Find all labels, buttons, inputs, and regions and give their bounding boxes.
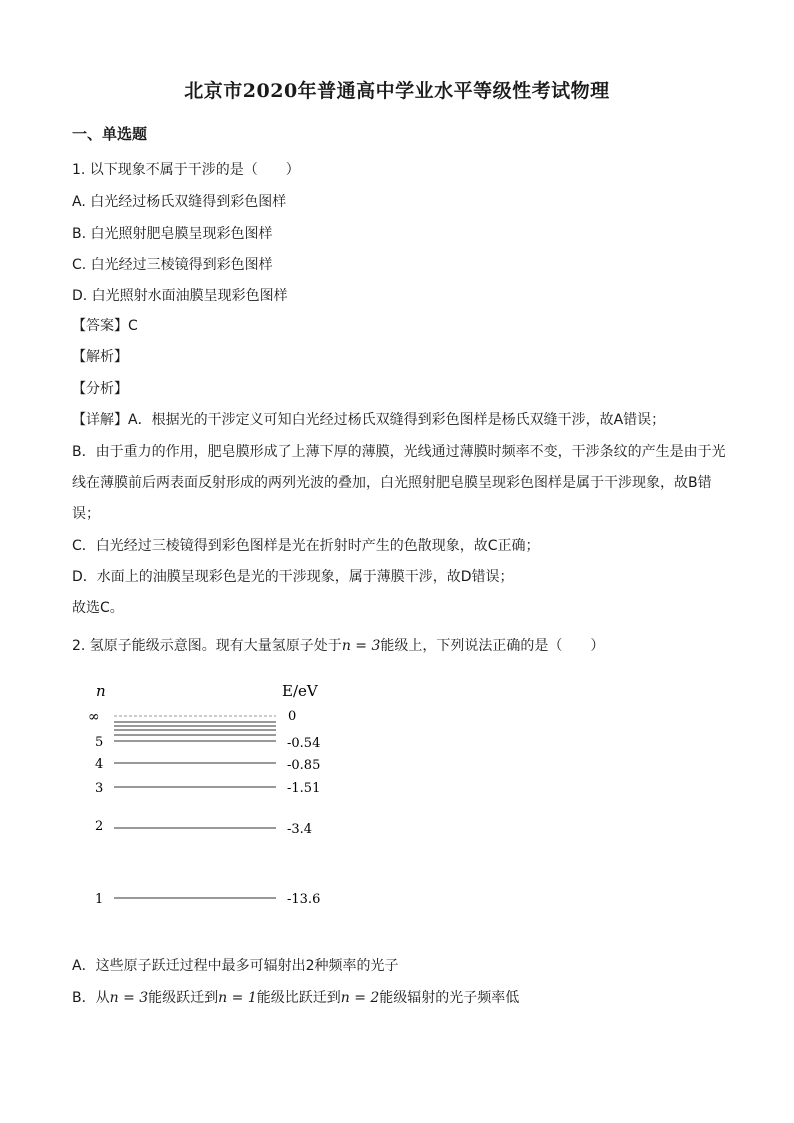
energy-level-diagram (80, 678, 340, 908)
n-axis-label: n (96, 682, 106, 700)
question-1-option-b: B. 白光照射肥皂膜呈现彩色图样 (72, 226, 273, 242)
level-n-label: 4 (95, 757, 104, 772)
question-1-stem: 1. 以下现象不属于干涉的是（ ） (72, 162, 300, 178)
fenxi-tag: 【分析】 (72, 381, 128, 397)
stem-text: 能级上，下列说法正确的是（ ） (380, 638, 605, 654)
level-n-label: 1 (95, 892, 104, 907)
detail-line: D．水面上的油膜呈现彩色是光的干涉现象，属于薄膜干涉，故D错误； (72, 569, 514, 585)
level-energy-label: -0.85 (287, 758, 321, 773)
level-energy-label: -1.51 (287, 781, 321, 796)
level-energy-label: -3.4 (287, 822, 313, 837)
option-text: B．从 (72, 990, 110, 1006)
energy-axis-label: E/eV (282, 682, 318, 700)
detail-line: C．白光经过三棱镜得到彩色图样是光在折射时产生的色散现象，故C正确； (72, 538, 540, 554)
question-1-option-a: A. 白光经过杨氏双缝得到彩色图样 (72, 194, 287, 210)
level-energy-label: 0 (288, 709, 297, 724)
math-expression: n = 3 (341, 638, 381, 654)
option-text: 能级跃迁到 (148, 990, 219, 1006)
answer-tag: 【答案】C (72, 318, 138, 334)
math-expression: n = 1 (218, 990, 257, 1006)
option-text: 能级比跃迁到 (256, 990, 341, 1006)
question-2-option-a: A．这些原子跃迁过程中最多可辐射出2种频率的光子 (72, 958, 399, 974)
level-n-label: 2 (95, 819, 104, 834)
question-2-option-b (72, 988, 732, 1008)
detail-line: 【详解】A．根据光的干涉定义可知白光经过杨氏双缝得到彩色图样是杨氏双缝干涉，故A错误； (72, 412, 666, 428)
level-n-label: 3 (95, 781, 104, 796)
math-expression: n = 2 (340, 990, 380, 1006)
math-expression: n = 3 (109, 990, 149, 1006)
option-text: 能级辐射的光子频率低 (379, 990, 520, 1006)
page-title: 北京市2020年普通高中学业水平等级性考试物理 (184, 80, 610, 102)
detail-line: 误； (72, 506, 100, 522)
question-2-stem (72, 636, 732, 656)
level-n-label: ∞ (88, 709, 100, 725)
level-n-label: 5 (95, 735, 104, 750)
question-1-option-c: C. 白光经过三棱镜得到彩色图样 (72, 257, 273, 273)
analysis-tag: 【解析】 (72, 349, 128, 365)
level-energy-label: -13.6 (287, 892, 321, 907)
detail-line: B．由于重力的作用，肥皂膜形成了上薄下厚的薄膜，光线通过薄膜时频率不变，干涉条纹的产生是由于光 (72, 444, 726, 460)
section-heading: 一、单选题 (72, 125, 148, 143)
stem-text: 2. 氢原子能级示意图。现有大量氢原子处于 (72, 638, 342, 654)
detail-line: 线在薄膜前后两表面反射形成的两列光波的叠加，白光照射肥皂膜呈现彩色图样是属于干涉现象，故B错 (72, 475, 712, 491)
level-energy-label: -0.54 (287, 736, 321, 751)
question-1-option-d: D. 白光照射水面油膜呈现彩色图样 (72, 288, 288, 304)
conclusion-line: 故选C。 (72, 600, 124, 616)
